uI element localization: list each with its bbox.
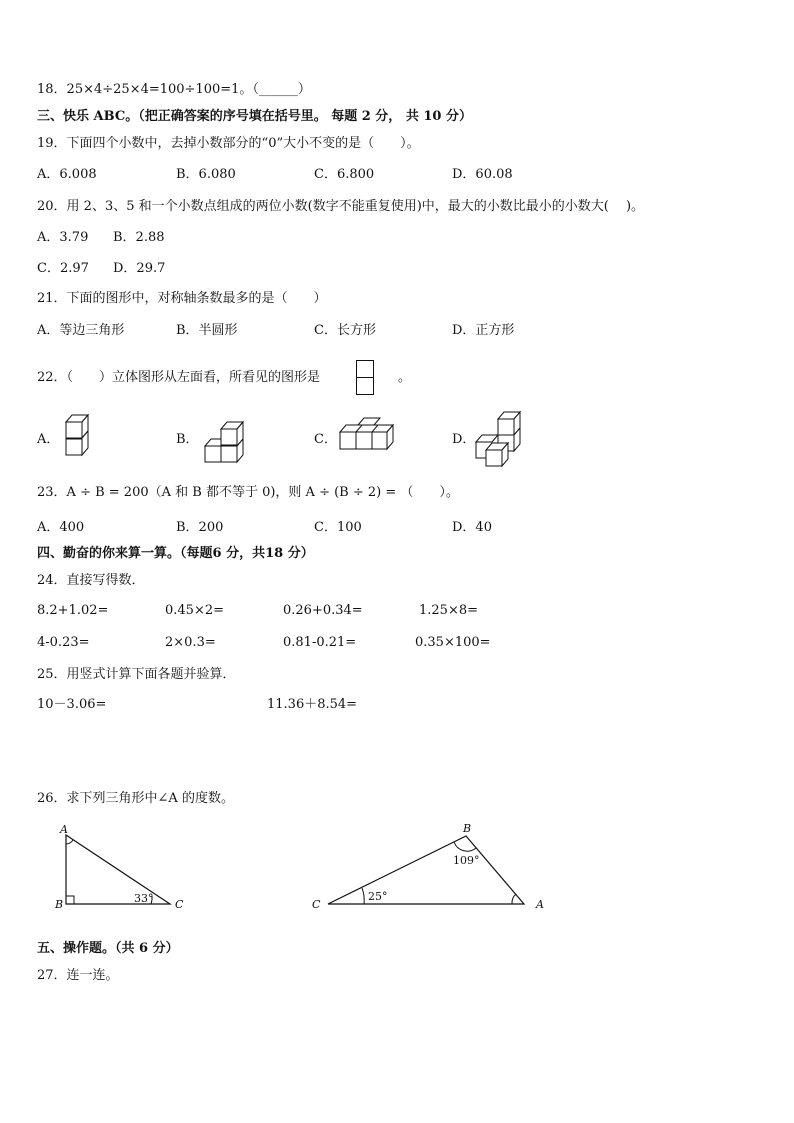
vertex-a-label: A — [536, 898, 544, 911]
question-24-stem: 24．直接写得数． — [37, 573, 145, 588]
q24-item: 0.45×2= — [165, 603, 225, 618]
vertex-b-label: B — [463, 822, 472, 835]
q23-option-c: C．100 — [314, 520, 362, 535]
q23-option-d: D．40 — [452, 520, 492, 535]
q20-option-b: B．2.88 — [113, 230, 165, 245]
q25-item: 11.36＋8.54= — [267, 697, 358, 712]
q21-option-b: B．半圆形 — [176, 323, 238, 338]
question-20-stem: 20．用 2、3、5 和一个小数点组成的两位小数(数字不能重复使用)中，最大的小数比最小的小数大( )。 — [37, 199, 645, 214]
question-26-stem: 26．求下列三角形中∠A 的度数。 — [37, 791, 234, 806]
q23-option-b: B．200 — [176, 520, 224, 535]
obtuse-triangle-figure — [308, 820, 553, 915]
q24-item: 4-0.23= — [37, 635, 90, 650]
q22-option-b: B． — [176, 432, 199, 447]
angle-c-label: 33° — [134, 892, 154, 905]
q22-cube-figure-a — [64, 412, 96, 462]
q24-item: 0.35×100= — [415, 635, 491, 650]
q20-option-d: D．29.7 — [113, 261, 166, 276]
q24-item: 0.26+0.34= — [283, 603, 363, 618]
question-18: 18．25×4÷25×4=100÷100=1。（______） — [37, 82, 311, 97]
angle-c-label: 25° — [368, 890, 388, 903]
q21-option-c: C．长方形 — [314, 323, 376, 338]
question-22-stem: 22．（ ）立体图形从左面看，所看见的图形是 — [37, 370, 321, 385]
question-27-stem: 27．连一连。 — [37, 968, 119, 983]
question-23-stem: 23．A ÷ B = 200（A 和 B 都不等于 0)，则 A ÷ (B ÷ 2) = （ ）。 — [37, 485, 459, 500]
q22-cube-figure-d — [474, 410, 526, 468]
vertex-a-label: A — [60, 823, 68, 836]
q20-option-a: A．3.79 — [37, 230, 89, 245]
section-5-title: 五、操作题。（共 6 分） — [37, 941, 179, 956]
left-view-figure — [356, 360, 374, 396]
vertex-c-label: C — [312, 898, 321, 911]
q20-option-c: C．2.97 — [37, 261, 89, 276]
q21-option-a: A．等边三角形 — [37, 323, 125, 338]
question-22-end: 。 — [398, 370, 412, 385]
q22-option-d: D． — [452, 432, 476, 447]
q19-option-b: B．6.080 — [176, 167, 236, 182]
right-triangle-figure — [50, 820, 190, 915]
question-21-stem: 21．下面的图形中，对称轴条数最多的是（ ） — [37, 291, 327, 306]
section-4-title: 四、勤奋的你来算一算。（每题6 分，共18 分） — [37, 546, 314, 561]
q24-item: 2×0.3= — [165, 635, 216, 650]
q25-item: 10－3.06= — [37, 697, 107, 712]
question-25-stem: 25．用竖式计算下面各题并验算． — [37, 667, 236, 682]
q24-item: 0.81-0.21= — [283, 635, 357, 650]
q19-option-a: A．6.008 — [37, 167, 97, 182]
q19-option-d: D．60.08 — [452, 167, 513, 182]
q23-option-a: A．400 — [37, 520, 85, 535]
question-19-stem: 19．下面四个小数中，去掉小数部分的“0”大小不变的是（ ）。 — [37, 136, 420, 151]
q22-option-c: C． — [314, 432, 337, 447]
q21-option-d: D．正方形 — [452, 323, 515, 338]
q19-option-c: C．6.800 — [314, 167, 375, 182]
angle-b-label: 109° — [453, 854, 480, 867]
vertex-c-label: C — [175, 898, 184, 911]
q24-item: 8.2+1.02= — [37, 603, 109, 618]
section-3-title: 三、快乐 ABC。（把正确答案的序号填在括号里。 每题 2 分， 共 10 分） — [37, 109, 472, 124]
vertex-b-label: B — [55, 898, 64, 911]
q22-cube-figure-b — [203, 420, 249, 464]
q22-cube-figure-c — [338, 422, 398, 456]
q24-item: 1.25×8= — [419, 603, 479, 618]
q22-option-a: A． — [37, 432, 60, 447]
